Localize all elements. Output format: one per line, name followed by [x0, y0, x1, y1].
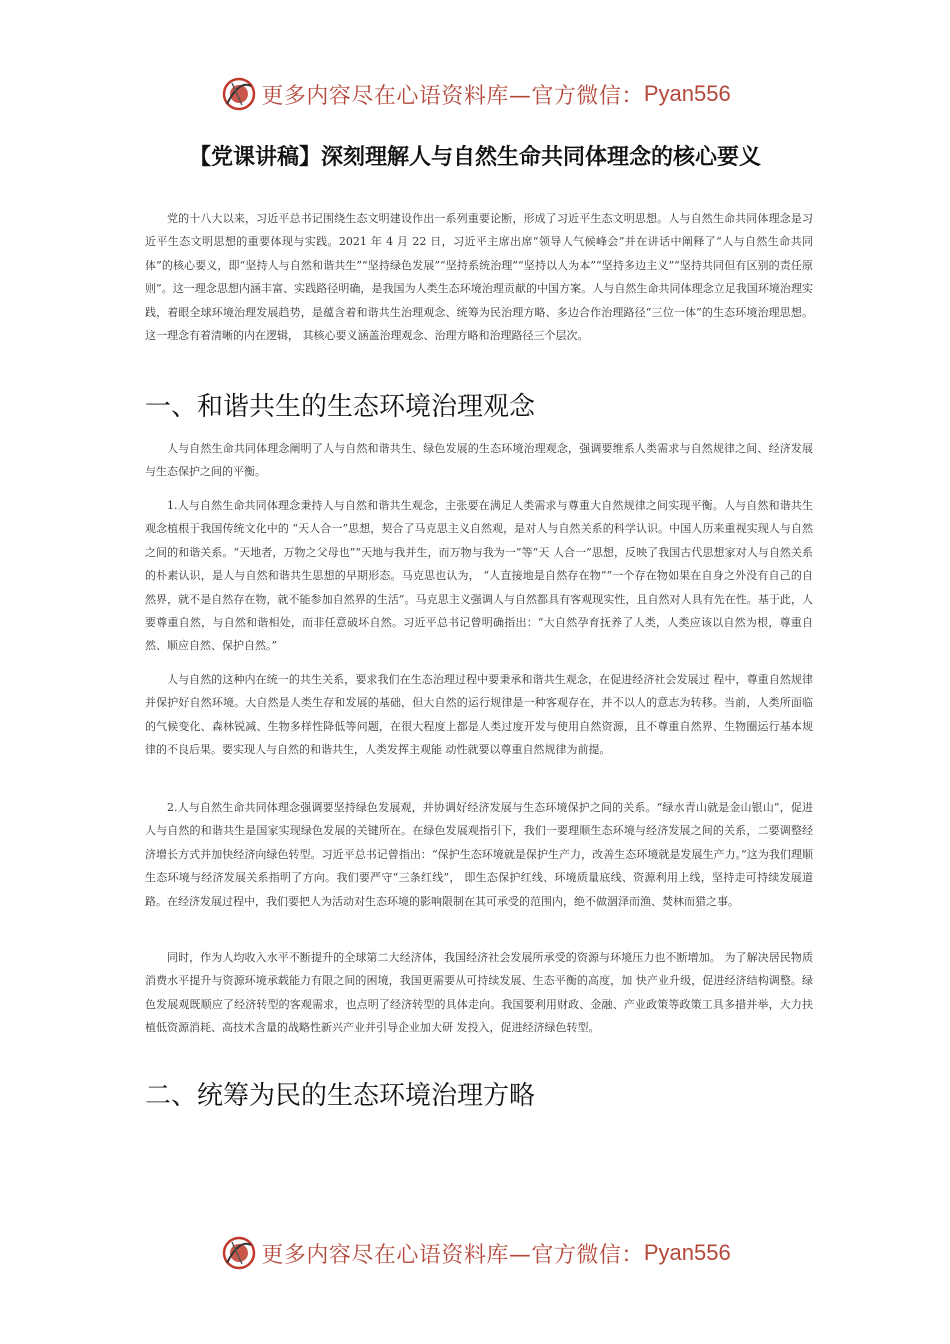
section-1-para-5: [145, 946, 813, 1040]
document-title: 【党课讲稿】深刻理解人与自然生命共同体理念的核心要义: [188, 145, 761, 170]
flower-logo-icon: [219, 74, 259, 114]
banner-handle: Pyan556: [643, 81, 731, 106]
paragraph: 人与自然的这种内在统一的共生关系，要求我们在生态治理过程中要秉承和谐共生观念，在促进经济社会发展过 程中，尊重自然规律并保护好自然环境。大自然是人类生存和发展的基础，但大自然的运行规律是一种客观存在，并不以人的意志为转移。当前，人类所面临的气候变化、森林锐减、生物多样性降低等问题，在很大程度上都是人类过度开发与使用自然资源，且不尊重自然界、生物圈运行基本规律的不良后果。要实现人与自然的和谐共生，人类发挥主观能 动性就要以尊重自然规律为前提。: [145, 673, 813, 757]
banner-text: 更多内容尽在心语资料库—官方微信：: [261, 83, 644, 109]
paragraph: 同时，作为人均收入水平不断提升的全球第二大经济体，我国经济社会发展所承受的资源与环境压力也不断增加。 为了解决居民物质消费水平提升与资源环境承载能力有限之间的困境，我国更需要从可持续发展、生态平衡的高度，加 快产业升级，促进经济结构调整。绿色发展观既顺应了经济转型的客观需求，也点明了经济转型的具体走向。我国要利用财政、金融、产业政策等政策工具多措并举，大力扶植低资源消耗、高技术含量的战略性新兴产业并引导企业加大研 发投入，促进经济绿色转型。: [145, 951, 813, 1035]
section-2-heading: 二、统筹为民的生态环境治理方略: [145, 1081, 536, 1111]
section-1-para-4: [145, 796, 813, 913]
intro-paragraph: 党的十八大以来，习近平总书记围绕生态文明建设作出一系列重要论断，形成了习近平生态文明思想。人与自然生命共同体理念是习近平生态文明思想的重要体现与实践。2021 年 4 月 22 日，习近平主席出席“领导人气候峰会”并在讲话中阐释了“人与自然生命共同体”的核心要义，即“坚持人与自然和谐共生”“坚持绿色发展”“坚持系统治理”“坚持以人为本”“坚持多边主义”“坚持共同但有区别的责任原则”。这一理念思想内涵丰富、实践路径明确，是我国为人类生态环境治理贡献的中国方案。人与自然生命共同体理念立足我国环境治理实践，着眼全球环境治理发展趋势，是蕴含着和谐共生治理观念、统筹为民治理方略、多边合作治理路径“三位一体”的生态环境治理思想。这一理念有着清晰的内在逻辑， 其核心要义涵盖治理观念、治理方略和治理路径三个层次。: [145, 212, 813, 343]
paragraph: 人与自然生命共同体理念阐明了人与自然和谐共生、绿色发展的生态环境治理观念，强调要维系人类需求与自然规律之间、经济发展与生态保护之间的平衡。: [145, 442, 813, 479]
banner-handle: Pyan556: [643, 1240, 731, 1265]
section-1-para-1: [145, 437, 813, 484]
header-banner: [0, 72, 950, 116]
paragraph: 1.人与自然生命共同体理念秉持人与自然和谐共生观念，主张要在满足人类需求与尊重大自然规律之间实现平衡。人与自然和谐共生观念植根于我国传统文化中的 “天人合一”思想，契合了马克思主义自然观，是对人与自然关系的科学认识。中国人历来重视实现人与自然之间的和谐关系。“天地者，万物之父母也”“天地与我并生，而万物与我为一”等“天 人合一”思想，反映了我国古代思想家对人与自然关系的朴素认识，是人与自然和谐共生思想的早期形态。马克思也认为， “人直接地是自然存在物”“一个存在物如果在自身之外没有自己的自然界，就不是自然存在物，就不能参加自然界的生活”。马克思主义强调人与自然都具有客观现实性，且自然对人具有先在性。基于此，人要尊重自然，与自然和谐相处，而非任意破坏自然。习近平总书记曾明确指出：“大自然孕育抚养了人类，人类应该以自然为根，尊重自然、顺应自然、保护自然。”: [145, 499, 813, 653]
section-1-para-2: [145, 494, 813, 658]
intro-block: [145, 207, 813, 347]
banner-text: 更多内容尽在心语资料库—官方微信：: [261, 1242, 644, 1268]
section-1-heading: 一、和谐共生的生态环境治理观念: [145, 392, 536, 422]
footer-banner: [0, 1231, 950, 1275]
flower-logo-icon: [219, 1233, 259, 1273]
paragraph: 2.人与自然生命共同体理念强调要坚持绿色发展观，并协调好经济发展与生态环境保护之间的关系。“绿水青山就是金山银山”，促进人与自然的和谐共生是国家实现绿色发展的关键所在。在绿色发展观指引下，我们一要理顺生态环境与经济发展之间的关系，二要调整经济增长方式并加快经济向绿色转型。习近平总书记曾指出：“保护生态环境就是保护生产力，改善生态环境就是发展生产力。”这为我们理顺生态环境与经济发展关系指明了方向。我们要严守“三条红线”， 即生态保护红线、环境质量底线、资源利用上线，坚持走可持续发展道路。在经济发展过程中，我们要把人为活动对生态环境的影响限制在其可承受的范围内，绝不做涸泽而渔、焚林而猎之事。: [145, 801, 813, 908]
section-1-para-3: [145, 668, 813, 762]
